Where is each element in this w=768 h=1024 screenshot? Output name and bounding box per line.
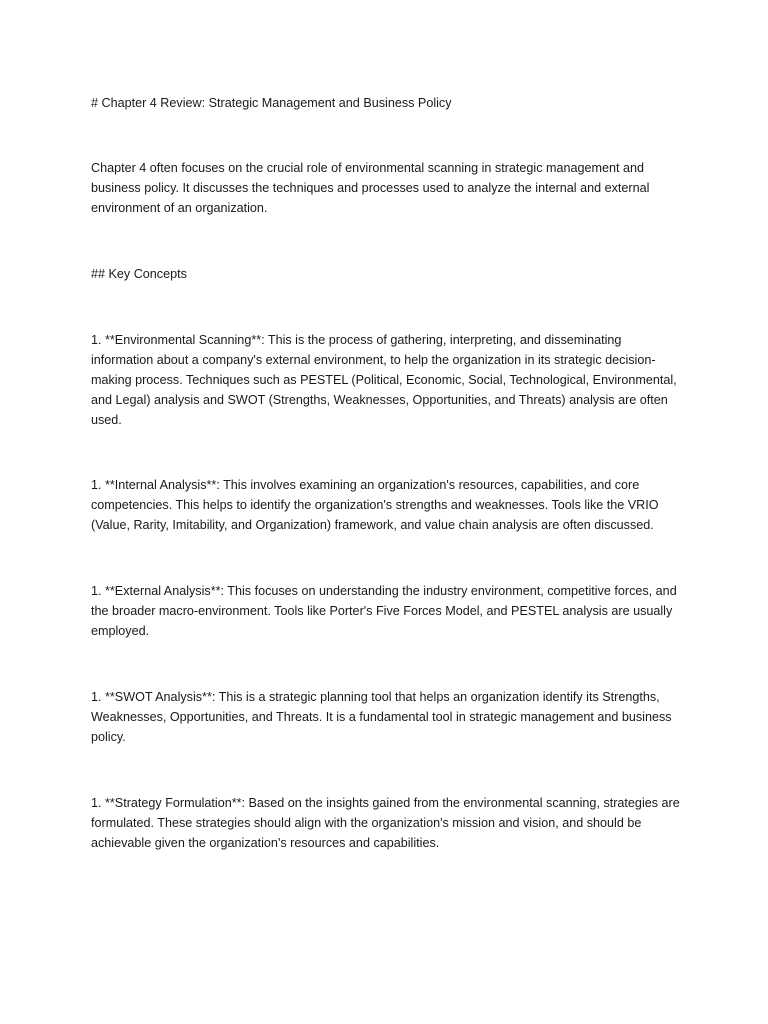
list-item: 1. **Environmental Scanning**: This is the process of gathering, interpreting, and disseminating information about a company's external environment, to help the organization in its strategic decision-making process. Techniques such as PESTEL (Political, Economic, Social, Technological, Environmental, and Legal) analysis and SWOT (Strengths, Weaknesses, Opportunities, and Threats) analysis are often used.	[91, 333, 677, 427]
intro-paragraph: Chapter 4 often focuses on the crucial role of environmental scanning in strategic management and business policy. It discusses the techniques and processes used to analyze the internal and external environment of an organization.	[91, 161, 650, 215]
list-item: 1. **SWOT Analysis**: This is a strategic planning tool that helps an organization identify its Strengths, Weaknesses, Opportunities, and Threats. It is a fundamental tool in strategic management and business policy.	[91, 690, 672, 744]
section-heading: ## Key Concepts	[91, 267, 187, 281]
list-item: 1. **External Analysis**: This focuses on understanding the industry environment, competitive forces, and the broader macro-environment. Tools like Porter's Five Forces Model, and PESTEL analysis are usually employed.	[91, 584, 677, 638]
list-item: 1. **Internal Analysis**: This involves examining an organization's resources, capabilities, and core competencies. This helps to identify the organization's strengths and weaknesses. Tools like the VRIO (Value, Rarity, Imitability, and Organization) framework, and value chain analysis are often discussed.	[91, 478, 659, 532]
document-title: # Chapter 4 Review: Strategic Management and Business Policy	[91, 96, 452, 110]
list-item: 1. **Strategy Formulation**: Based on the insights gained from the environmental scanning, strategies are formulated. These strategies should align with the organization's mission and vision, and should be achievable given the organization's resources and capabilities.	[91, 796, 680, 850]
